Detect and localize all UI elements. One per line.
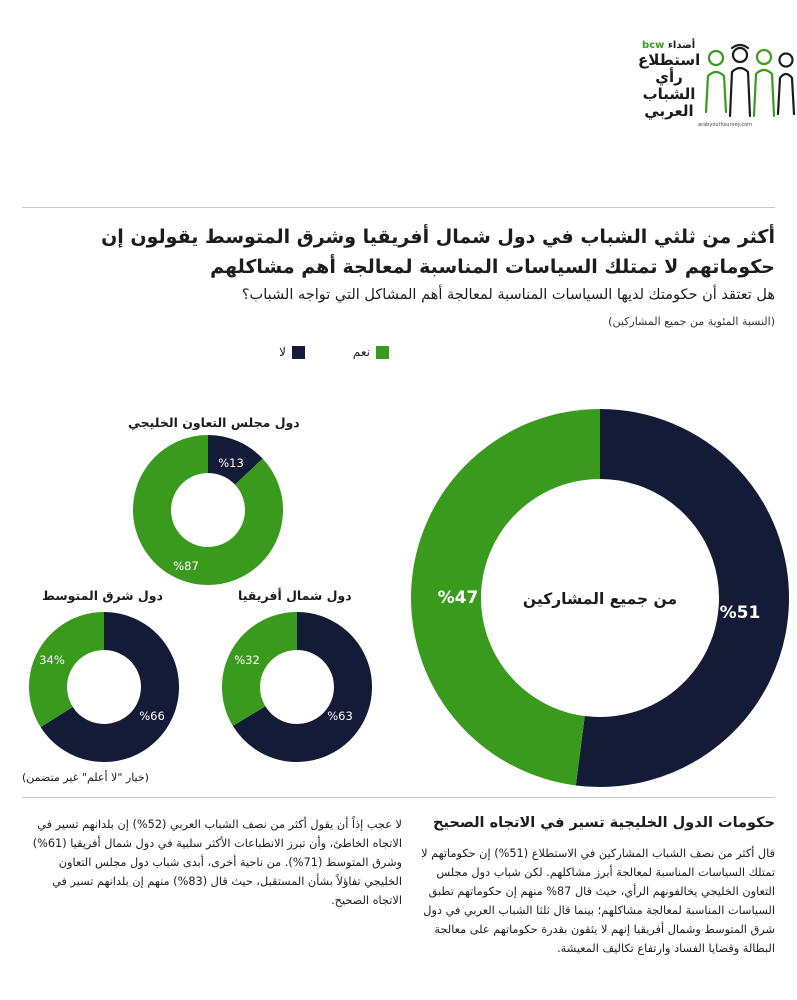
section-title: حكومات الدول الخليجية تسير في الاتجاه الصحيح <box>433 815 775 831</box>
headline: أكثر من ثلثي الشباب في دول شمال أفريقيا وشرق المتوسط يقولون إن حكوماتهم لا تمتلك السياسات المناسبة لمعالجة أهم مشاكلهم <box>101 226 775 278</box>
youth-figures-icon <box>702 42 797 122</box>
donut-gcc-yes-value: %87 <box>173 559 199 573</box>
donut-na-yes-value: %32 <box>234 653 260 667</box>
brand-small-text <box>642 40 695 51</box>
survey-question: هل تعتقد أن حكومتك لديها السياسات المناسبة لمعالجة أهم المشاكل التي تواجه الشباب؟ <box>241 287 775 303</box>
donut-all-yes-value: %47 <box>437 588 479 608</box>
donut-all-no-value: %51 <box>719 603 761 623</box>
brand-title: استطلاع رأي الشباب العربي <box>638 51 701 120</box>
donut-gcc <box>152 454 264 573</box>
donut-na <box>234 631 353 743</box>
donut-na-yes-arc <box>241 631 297 716</box>
brand-arabic: أصداء <box>667 40 696 51</box>
brand-url: arabyouthsurvey.com <box>698 122 753 128</box>
donut-lev-no-value: %66 <box>139 709 165 723</box>
bottom-divider <box>22 797 775 798</box>
percentage-note: (النسبة المئوية من جميع المشاركين) <box>608 315 775 328</box>
donut-lev <box>39 631 165 743</box>
donut-gcc-no-value: %13 <box>218 456 244 470</box>
legend-yes-label: نعم <box>352 345 370 359</box>
legend-no-swatch <box>292 346 305 359</box>
top-divider <box>22 207 775 208</box>
brand-latin: bcw <box>642 40 665 51</box>
lev-label: دول شرق المتوسط <box>42 588 163 603</box>
donut-all-center-label: من جميع المشاركين <box>522 590 678 608</box>
legend-no <box>279 345 305 359</box>
donut-lev-yes-arc <box>48 631 104 717</box>
donut-all <box>438 444 761 752</box>
legend-no-label: لا <box>279 345 286 359</box>
legend-yes-swatch <box>376 346 389 359</box>
right-paragraph: قال أكثر من نصف الشباب المشاركين في الاستطلاع (51%) إن حكوماتهم لا تمتلك السياسات المناسبة لمعالجة أبرز مشاكلهم. لكن شباب دول مجلس التعاون الخليجي يخالفونهم الرأي، حيث قال 87% منهم إن حكوماتهم تطبق السياسات المناسبة لمعالجة مشاكلهم؛ بينما قال ثلثا الشباب العربي في دول شرق المتوسط وشمال أفريقيا إنهم لا يثقون بقدرة حكوماتهم على معالجة البطالة وقضايا الفساد وارتفاع تكاليف المعيشة. <box>421 847 775 955</box>
donut-charts <box>0 400 797 790</box>
brand-logo <box>636 38 796 138</box>
na-label: دول شمال أفريقيا <box>238 588 352 603</box>
legend-yes <box>353 345 389 359</box>
gcc-label: دول مجلس التعاون الخليجي <box>128 415 300 430</box>
footnote: (خيار "لا أعلم" غير متضمن) <box>22 771 149 784</box>
donut-lev-yes-value: 34% <box>39 653 65 667</box>
donut-na-no-value: %63 <box>327 709 353 723</box>
left-paragraph: لا عجب إذاً أن يقول أكثر من نصف الشباب العربي (52%) إن بلدانهم تسير في الاتجاه الخاطئ، وأن تبرز الانطباعات الأكثر سلبية في دول شمال أفريقيا (61%) وشرق المتوسط (71%). من ناحية أخرى، أبدى شباب دول مجلس التعاون الخليجي تفاؤلاً بشأن المستقبل، حيث قال (83%) منهم إن بلدانهم تسير في الاتجاه الصحيح. <box>32 818 402 907</box>
